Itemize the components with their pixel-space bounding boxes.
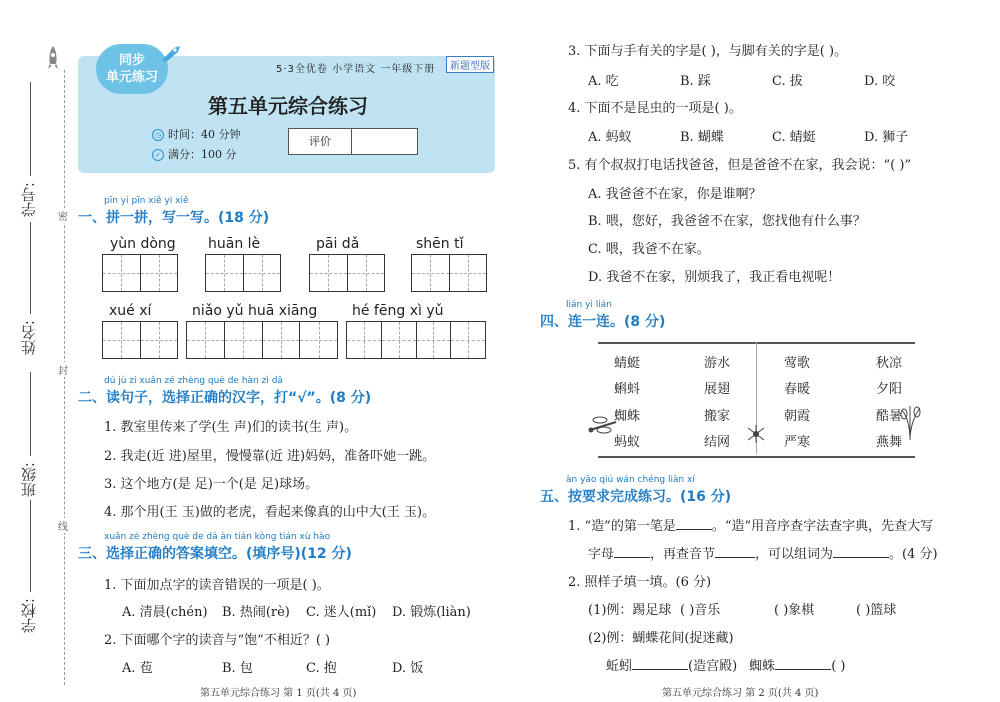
s3-q2-option-a[interactable]: A. 苞 — [122, 661, 153, 676]
section1-title: 一、拼一拼，写一写。(18 分) — [78, 210, 270, 226]
time-text: 时间：40 分钟 — [168, 128, 241, 141]
writing-grid-3[interactable] — [309, 254, 385, 292]
check-icon: ✓ — [152, 149, 164, 161]
s5-example1-label: (1)例：踢足球 — [588, 603, 672, 618]
evaluation-box — [288, 128, 418, 155]
answer-blank-spider-place[interactable] — [775, 668, 831, 670]
class-line[interactable] — [30, 372, 31, 456]
section2-pinyin: dú jù zi xuǎn zé zhèng què de hàn zì dǎ — [104, 376, 283, 386]
match-col1-item[interactable]: 蜻蜓 — [614, 356, 641, 371]
rocket-badge-icon — [160, 44, 182, 66]
footer-left: 第五单元综合练习 第 1 页(共 4 页) — [200, 688, 357, 699]
s5-q2: 2. 照样子填一填。(6 分) — [568, 575, 712, 590]
seal-mark-feng: 封 — [58, 362, 68, 377]
s3-q4-option-a[interactable]: A. 蚂蚁 — [588, 130, 632, 145]
s5-q1-part-b: 。“造”用音序查字法查字典，先查大写 — [711, 519, 934, 534]
section1-pinyin: pīn yi pīn xiě yi xiě — [104, 196, 189, 206]
match-col2-item[interactable]: 搬家 — [704, 409, 731, 424]
rocket-icon — [46, 46, 60, 70]
pinyin-hefengxiyu: hé fēng xì yǔ — [352, 303, 444, 319]
school-line[interactable] — [30, 500, 31, 592]
seal-mark-xian: 线 — [58, 518, 68, 533]
match-col4-item[interactable]: 酷暑 — [876, 409, 903, 424]
s3-q3: 3. 下面与手有关的字是( )，与脚有关的字是( )。 — [568, 44, 848, 59]
s5-ex2-spider-action[interactable]: ( ) — [831, 659, 846, 674]
s5-example2-line — [606, 655, 845, 674]
match-col3-item[interactable]: 莺歌 — [784, 356, 811, 371]
s3-q2-option-c[interactable]: C. 抱 — [306, 661, 337, 676]
score-text: 满分：100 分 — [168, 148, 237, 161]
match-col1-item[interactable]: 蝌蚪 — [614, 382, 641, 397]
badge-line-1: 同步 — [118, 53, 145, 68]
section3-pinyin: xuǎn zé zhèng què de dá àn tián kòng tián xù hào — [104, 532, 331, 542]
s3-q3-option-b[interactable]: B. 踩 — [680, 74, 711, 89]
school-label: 学校: — [20, 598, 38, 634]
section4-title: 四、连一连。(8 分) — [540, 314, 666, 330]
writing-grid-1[interactable] — [102, 254, 178, 292]
spider-icon — [746, 424, 766, 448]
s5-example1-blank-chess[interactable]: ( )象棋 — [774, 603, 815, 618]
match-col1-item[interactable]: 蜘蛛 — [614, 409, 641, 424]
s3-q1-option-c[interactable]: C. 迷人(mǐ) — [306, 605, 377, 620]
match-col3-item[interactable]: 春暖 — [784, 382, 811, 397]
s3-q5-option-d[interactable]: D. 我爸不在家，别烦我了，我正看电视呢！ — [588, 270, 841, 285]
writing-grid-6[interactable] — [186, 321, 338, 359]
match-col4-item[interactable]: 燕舞 — [876, 435, 903, 450]
answer-blank-letter[interactable] — [614, 556, 650, 558]
name-label: 姓名: — [20, 320, 38, 356]
pinyin-yundong: yùn dòng — [110, 236, 176, 252]
s5-q1-line2 — [588, 543, 938, 562]
answer-blank-earthworm-place[interactable] — [632, 668, 688, 670]
match-col2-item[interactable]: 展翅 — [704, 382, 731, 397]
answer-blank-first-stroke[interactable] — [676, 528, 712, 530]
sync-unit-badge — [96, 44, 168, 94]
s3-q1: 1. 下面加点字的读音错误的一项是( )。 — [104, 578, 330, 593]
clock-icon: ◷ — [152, 129, 164, 141]
page-title: 第五单元综合练习 — [208, 94, 368, 118]
match-col4-item[interactable]: 夕阳 — [876, 382, 903, 397]
class-label: 班级: — [20, 462, 38, 498]
evaluation-label: 评价 — [289, 129, 352, 154]
pinyin-paida: pāi dǎ — [316, 236, 360, 252]
s2-item-2: 2. 我走(近 进)屋里，慢慢靠(近 进)妈妈，准备吓她一跳。 — [104, 449, 436, 464]
s3-q5-option-c[interactable]: C. 喂，我爸不在家。 — [588, 242, 710, 257]
s3-q1-option-d[interactable]: D. 锻炼(liàn) — [392, 605, 471, 620]
time-limit — [152, 126, 241, 142]
evaluation-field[interactable] — [352, 129, 417, 154]
s3-q3-option-c[interactable]: C. 拔 — [772, 74, 803, 89]
s3-q5-option-b[interactable]: B. 喂，您好，我爸爸不在家，您找他有什么事？ — [588, 214, 866, 229]
s5-ex2-build-palace: (造宫殿) — [688, 659, 738, 674]
answer-blank-word[interactable] — [833, 556, 889, 558]
writing-grid-7[interactable] — [346, 321, 486, 359]
pinyin-shenti: shēn tǐ — [416, 236, 464, 252]
s3-q4: 4. 下面不是昆虫的一项是( )。 — [568, 101, 742, 116]
answer-blank-syllable[interactable] — [715, 556, 755, 558]
s3-q3-option-d[interactable]: D. 咬 — [864, 74, 896, 89]
s3-q5: 5. 有个叔叔打电话找爸爸，但是爸爸不在家，我会说：“( )” — [568, 158, 912, 173]
match-col4-item[interactable]: 秋凉 — [876, 356, 903, 371]
s5-q1-part-a: 1. “造”的第一笔是 — [568, 519, 676, 534]
section5-pinyin: àn yāo qiú wán chéng liàn xí — [566, 475, 695, 485]
student-id-label: 学号: — [20, 182, 38, 218]
s3-q1-option-a[interactable]: A. 清晨(chén) — [122, 605, 208, 620]
s2-item-3: 3. 这个地方(是 足)一个(是 足)球场。 — [104, 477, 319, 492]
match-col3-item[interactable]: 严寒 — [784, 435, 811, 450]
edition-text: 5·3全优卷 小学语文 一年级下册 — [276, 64, 436, 75]
section5-title: 五、按要求完成练习。(16 分) — [540, 489, 732, 505]
section3-title: 三、选择正确的答案填空。(填序号)(12 分) — [78, 546, 352, 562]
pinyin-huanle: huān lè — [208, 236, 261, 252]
s3-q4-option-c[interactable]: C. 蜻蜓 — [772, 130, 816, 145]
writing-grid-4[interactable] — [411, 254, 487, 292]
s3-q2: 2. 下面哪个字的读音与“饱”不相近？( ) — [104, 633, 331, 648]
s2-item-1: 1. 教室里传来了学(生 声)们的读书(生 声)。 — [104, 420, 358, 435]
s2-item-4: 4. 那个用(王 玉)做的老虎，看起来像真的山中大(王 玉)。 — [104, 505, 436, 520]
s3-q3-option-a[interactable]: A. 吃 — [588, 74, 619, 89]
s5-q1-line1 — [568, 515, 933, 534]
s5-example2-label: (2)例：蝴蝶花间(捉迷藏) — [588, 631, 734, 646]
full-score — [152, 146, 237, 162]
s3-q4-option-b[interactable]: B. 蝴蝶 — [680, 130, 724, 145]
s5-q1-part-e: ，可以组词为 — [755, 547, 834, 562]
s5-q1-part-c: 字母 — [588, 547, 615, 562]
section2-title: 二、读句子，选择正确的汉字，打“√”。(8 分) — [78, 390, 372, 406]
s3-q5-option-a[interactable]: A. 我爸爸不在家，你是谁啊？ — [588, 187, 762, 202]
new-edition-tag: 新题型版 — [446, 56, 494, 73]
match-col2-item[interactable]: 游水 — [704, 356, 731, 371]
name-line[interactable] — [30, 222, 31, 314]
s5-q1-part-f: 。(4 分) — [889, 547, 938, 562]
s5-q1-part-d: ，再查音节 — [650, 547, 716, 562]
s3-q4-option-d[interactable]: D. 狮子 — [864, 130, 909, 145]
section4-pinyin: lián yi lián — [566, 300, 612, 310]
s3-q2-option-b[interactable]: B. 包 — [222, 661, 253, 676]
match-col2-item[interactable]: 结网 — [704, 435, 731, 450]
s5-example1-blank-basketball[interactable]: ( )篮球 — [856, 603, 897, 618]
student-id-line[interactable] — [30, 82, 31, 176]
s5-ex2-spider: 蜘蛛 — [749, 659, 776, 674]
pinyin-niaoyuhuaxiang: niǎo yǔ huā xiāng — [192, 303, 318, 319]
s3-q1-option-b[interactable]: B. 热闹(rè) — [222, 605, 290, 620]
seal-mark-mi: 密 — [58, 208, 68, 223]
s5-example1-blank-music[interactable]: ( )音乐 — [680, 603, 721, 618]
match-col3-item[interactable]: 朝霞 — [784, 409, 811, 424]
s5-ex2-earthworm: 蚯蚓 — [606, 659, 633, 674]
cut-line — [64, 70, 65, 685]
writing-grid-5[interactable] — [102, 321, 178, 359]
writing-grid-2[interactable] — [205, 254, 281, 292]
s3-q2-option-d[interactable]: D. 饭 — [392, 661, 424, 676]
footer-right: 第五单元综合练习 第 2 页(共 4 页) — [662, 688, 819, 699]
pinyin-xuexi: xué xí — [109, 303, 152, 319]
match-col1-item[interactable]: 蚂蚁 — [614, 435, 641, 450]
badge-line-2: 单元练习 — [105, 70, 158, 85]
